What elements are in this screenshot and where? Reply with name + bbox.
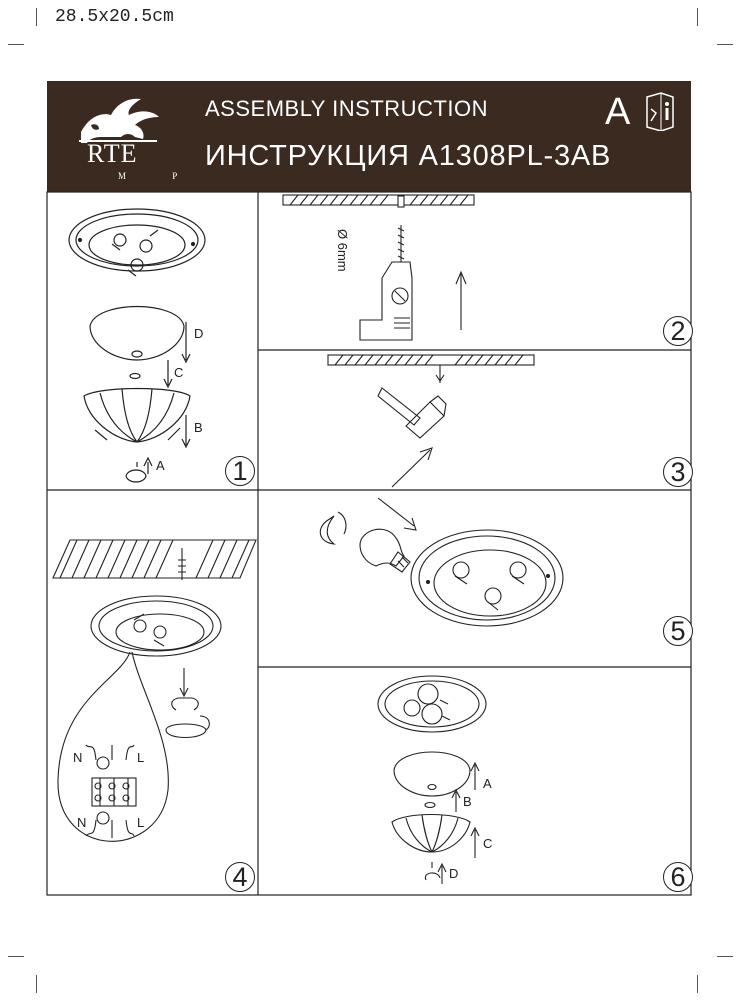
step6-label-a: A (483, 776, 492, 791)
step-number-5: 5 (663, 616, 693, 646)
step-number-6: 6 (663, 862, 693, 892)
page-size-label: 28.5x20.5cm (55, 7, 174, 27)
drill-size-label: Ø 6mm (335, 229, 350, 272)
language-letter: A (605, 91, 631, 133)
step4-label-n-bottom: N (77, 815, 87, 830)
title-english: ASSEMBLY INSTRUCTION (205, 96, 489, 121)
step4-label-l-bottom: L (137, 815, 145, 830)
step1-label-c: C (174, 365, 184, 380)
logo-subtext: M P (118, 171, 200, 181)
step6-label-d: D (449, 866, 459, 881)
step4-drawing (53, 540, 256, 841)
step1-drawing (69, 209, 205, 482)
step1-label-a: A (156, 458, 165, 473)
step3-drawing (328, 355, 534, 487)
step-number-4: 4 (225, 862, 255, 892)
step4-label-n-top: N (73, 750, 83, 765)
step6-label-b: B (463, 794, 472, 809)
step6-drawing (378, 676, 486, 884)
step1-label-b: B (194, 420, 203, 435)
step1-label-d: D (194, 326, 204, 341)
step-number-3: 3 (663, 457, 693, 487)
step-number-2: 2 (663, 316, 693, 346)
logo-text: RTE (87, 139, 138, 168)
step6-label-c: C (483, 836, 493, 851)
step5-drawing (320, 498, 563, 626)
title-russian: ИНСТРУКЦИЯ A1308PL-3AB (205, 140, 612, 172)
step2-drawing (283, 195, 474, 340)
panel-frame (47, 192, 691, 895)
step-number-1: 1 (225, 456, 255, 486)
step4-label-l-top: L (137, 750, 145, 765)
